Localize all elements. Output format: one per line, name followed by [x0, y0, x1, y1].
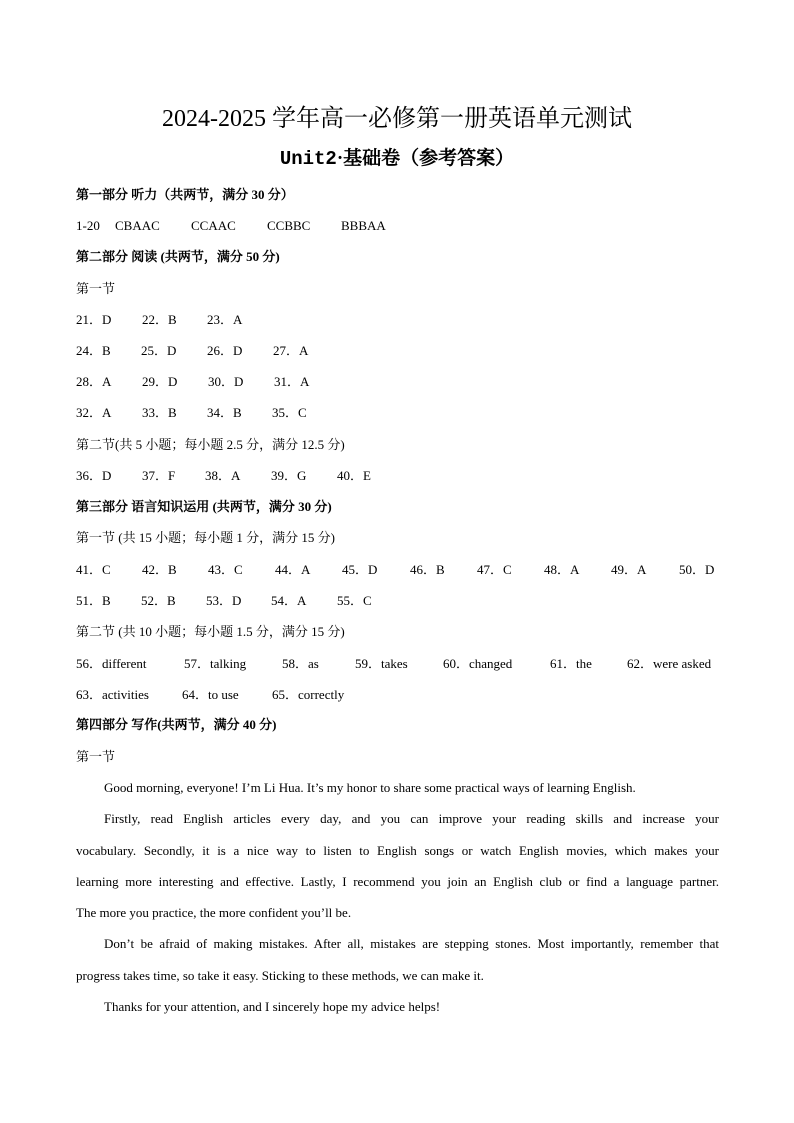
- essay-line: learning more interesting and effective. Lastly, I recommend you join an English club or find a language partner.: [76, 874, 719, 889]
- answer-item: 44．A: [275, 562, 311, 577]
- essay: [76, 874, 719, 890]
- essay-paragraph: Good morning, everyone! I’m Li Hua. It’s my honor to share some practical ways of learning English.: [104, 780, 636, 795]
- answer-item: 65．correctly: [272, 687, 345, 702]
- answer-item: 23．A: [207, 312, 243, 327]
- essay-line: Firstly, read English articles every day, and you can improve your reading skills and increase your: [104, 811, 719, 826]
- answer-item: 45．D: [342, 562, 378, 577]
- answer-item: 58．as: [282, 656, 319, 671]
- essay: [76, 968, 719, 984]
- unit-label: Unit2: [279, 148, 337, 170]
- essay-line: Don’t be afraid of making mistakes. After all, mistakes are stepping stones. Most importantly, remember that: [104, 936, 719, 951]
- answer-item: 60．changed: [443, 656, 513, 671]
- answer-item: 37．F: [142, 468, 176, 483]
- answer-item: 48．A: [544, 562, 580, 577]
- answer-item: 49．A: [611, 562, 647, 577]
- answer-item: 47．C: [477, 562, 512, 577]
- answer-item: 25．D: [141, 343, 177, 358]
- answer-item: 27．A: [273, 343, 309, 358]
- answer-item: 46．B: [410, 562, 445, 577]
- answer-item: 34．B: [207, 405, 242, 420]
- page-title: 2024-2025 学年高一必修第一册英语单元测试: [162, 106, 632, 132]
- answer-item: 59．takes: [355, 656, 408, 671]
- part1-answer-group: BBBAA: [341, 218, 386, 233]
- part1-answer-group: CBAAC: [115, 218, 160, 233]
- part3-section2-label: 第二节 (共 10 小题；每小题 1.5 分，满分 15 分): [76, 624, 345, 639]
- answer-item: 31．A: [274, 374, 310, 389]
- answer-item: 32．A: [76, 405, 112, 420]
- essay: [76, 936, 719, 952]
- answer-item: 33．B: [142, 405, 177, 420]
- part4-heading: 第四部分 写作(共两节，满分 40 分): [76, 717, 277, 732]
- part3-section1-label: 第一节 (共 15 小题；每小题 1 分，满分 15 分): [76, 530, 335, 545]
- answer-item: 64．to use: [182, 687, 239, 702]
- answer-item: 51．B: [76, 593, 111, 608]
- answer-item: 41．C: [76, 562, 111, 577]
- answer-item: 63．activities: [76, 687, 149, 702]
- answer-item: 30．D: [208, 374, 244, 389]
- answer-item: 36．D: [76, 468, 112, 483]
- answer-item: 54．A: [271, 593, 307, 608]
- answer-item: 35．C: [272, 405, 307, 420]
- answer-item: 55．C: [337, 593, 372, 608]
- essay: [76, 905, 719, 921]
- part2-heading: 第二部分 阅读 (共两节，满分 50 分): [76, 249, 280, 264]
- essay: [76, 780, 719, 796]
- answer-item: 56．different: [76, 656, 147, 671]
- page-subtitle: [0, 147, 794, 171]
- part1-heading: 第一部分 听力（共两节，满分 30 分）: [76, 187, 294, 202]
- essay: [76, 999, 719, 1015]
- answer-item: 62．were asked: [627, 656, 712, 671]
- part1-answer-group: CCAAC: [191, 218, 236, 233]
- answer-item: 29．D: [142, 374, 178, 389]
- essay-line: The more you practice, the more confident you’ll be.: [76, 905, 352, 920]
- answer-item: 53．D: [206, 593, 242, 608]
- part2-section2-label: 第二节(共 5 小题；每小题 2.5 分，满分 12.5 分): [76, 437, 345, 452]
- answer-item: 42．B: [142, 562, 177, 577]
- answer-item: 38．A: [205, 468, 241, 483]
- answer-item: 22．B: [142, 312, 177, 327]
- subtitle-rest: ·基础卷（参考答案）: [336, 148, 515, 169]
- part3-heading: 第三部分 语言知识运用 (共两节，满分 30 分): [76, 499, 332, 514]
- answer-item: 43．C: [208, 562, 243, 577]
- essay-paragraph: Thanks for your attention, and I sincerely hope my advice helps!: [104, 999, 441, 1014]
- part1-range: 1-20: [76, 218, 100, 233]
- answer-item: 61．the: [550, 656, 592, 671]
- answer-item: 57．talking: [184, 656, 247, 671]
- part4-section1-label: 第一节: [76, 749, 116, 764]
- answer-item: 28．A: [76, 374, 112, 389]
- answer-item: 50．D: [679, 562, 715, 577]
- answer-item: 40．E: [337, 468, 371, 483]
- answer-item: 39．G: [271, 468, 307, 483]
- part1-answer-group: CCBBC: [267, 218, 311, 233]
- essay: [76, 811, 719, 827]
- essay-line: progress takes time, so take it easy. Sticking to these methods, we can make it.: [76, 968, 484, 983]
- answer-item: 26．D: [207, 343, 243, 358]
- essay-line: vocabulary. Secondly, it is a nice way to listen to English songs or watch English movies, which makes your: [76, 843, 719, 858]
- part2-section1-label: 第一节: [76, 281, 116, 296]
- answer-item: 24．B: [76, 343, 111, 358]
- answer-item: 52．B: [141, 593, 176, 608]
- essay: [76, 843, 719, 859]
- answer-item: 21．D: [76, 312, 112, 327]
